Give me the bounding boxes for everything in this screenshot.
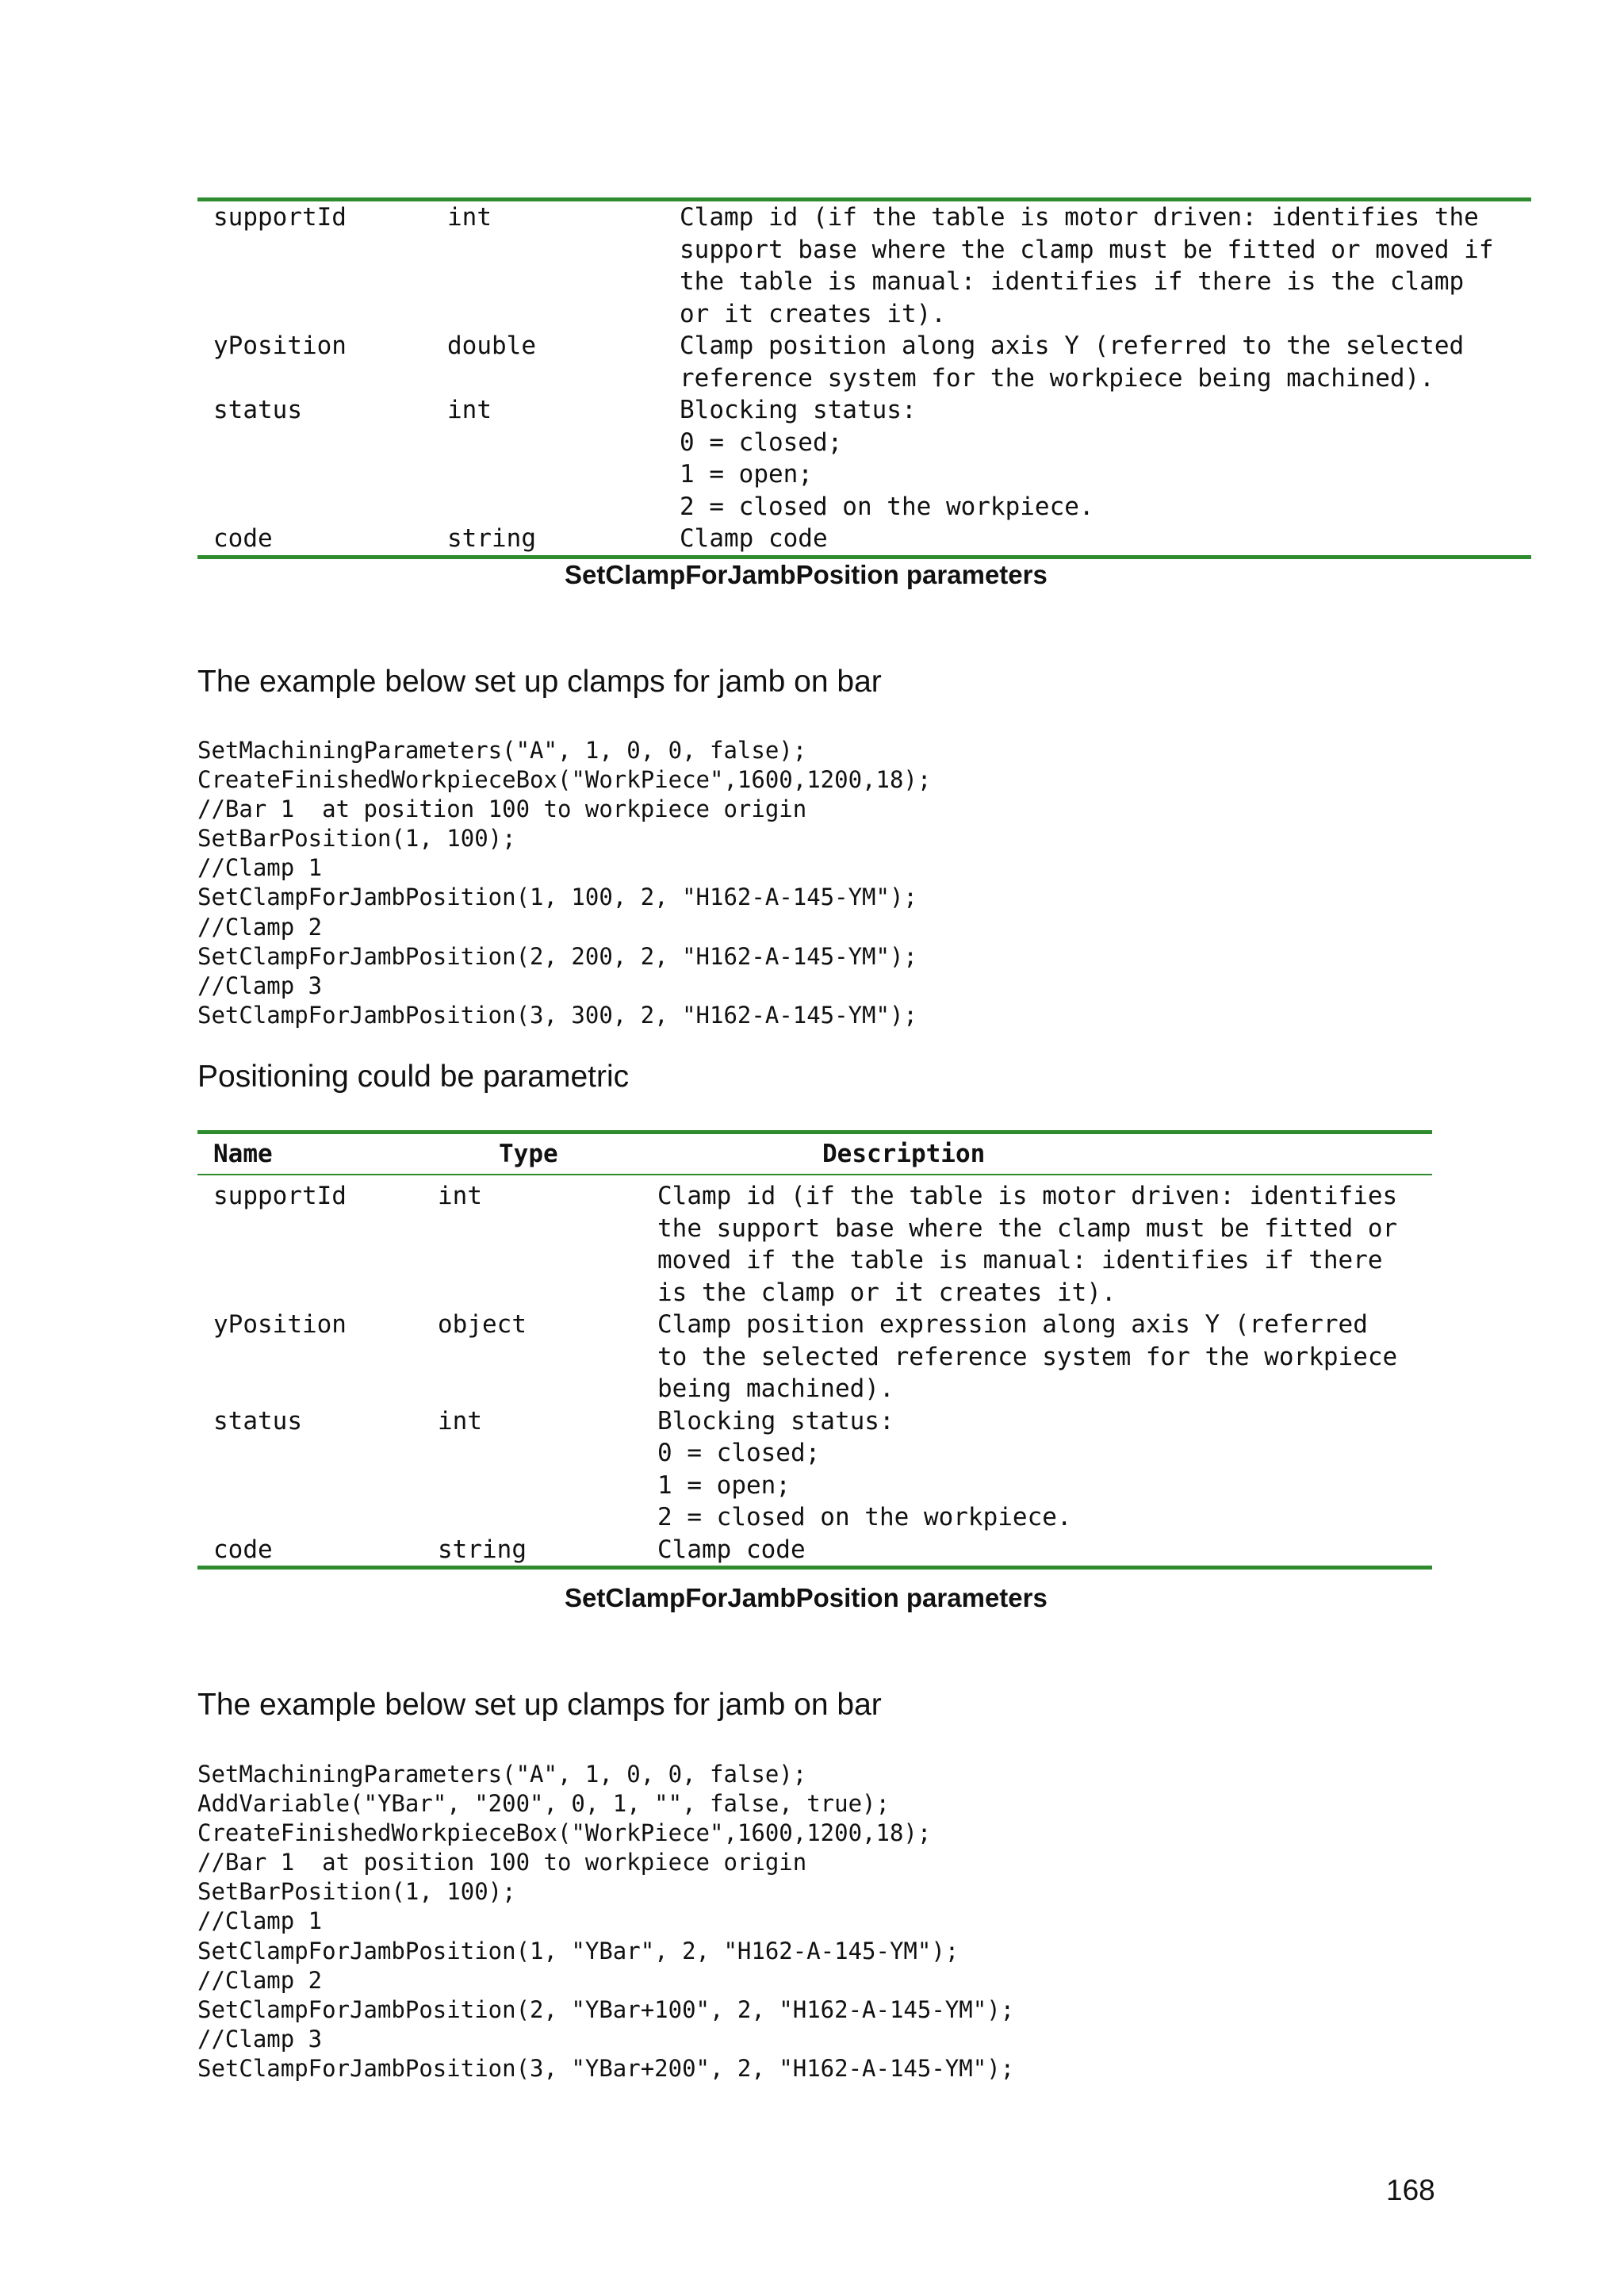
code-line: SetMachiningParameters("A", 1, 0, 0, false); xyxy=(197,1761,807,1788)
param-type: double xyxy=(447,332,536,360)
param-description xyxy=(664,394,1531,523)
description-line: the table is manual: identifies if there is the clamp xyxy=(680,267,1465,296)
description-line: Clamp id (if the table is motor driven: identifies the xyxy=(680,203,1479,232)
code-line: //Bar 1 at position 100 to workpiece origin xyxy=(197,1849,807,1876)
section-heading: Positioning could be parametric xyxy=(197,1060,630,1094)
param-type: int xyxy=(438,1406,482,1435)
description-line: Blocking status: xyxy=(680,396,917,424)
param-type: int xyxy=(447,203,492,232)
param-name: status xyxy=(213,1406,302,1435)
code-line: SetClampForJambPosition(2, "YBar+100", 2, "H162-A-145-YM"); xyxy=(197,1995,1015,2023)
code-example xyxy=(197,1760,1014,2083)
param-name: code xyxy=(213,1535,273,1564)
description-line: to the selected reference system for the workpiece xyxy=(657,1342,1398,1371)
description-line: is the clamp or it creates it). xyxy=(657,1278,1116,1307)
table-row xyxy=(197,523,1531,557)
param-name: code xyxy=(213,524,273,553)
code-line: SetClampForJambPosition(2, 200, 2, "H162-A-145-YM"); xyxy=(197,942,917,970)
code-line: //Clamp 3 xyxy=(197,2025,323,2053)
param-description xyxy=(664,330,1531,394)
description-line: Blocking status: xyxy=(657,1406,894,1435)
section-heading: The example below set up clamps for jamb on bar xyxy=(197,665,882,699)
param-description xyxy=(642,1405,1432,1534)
description-line: or it creates it). xyxy=(680,299,946,328)
code-example xyxy=(197,736,931,1030)
param-type: int xyxy=(438,1182,482,1210)
table-row xyxy=(197,1175,1432,1309)
description-line: support base where the clamp must be fitted or moved if xyxy=(680,235,1494,264)
table-row xyxy=(197,394,1531,523)
param-name: supportId xyxy=(213,1182,347,1210)
table-caption: SetClampForJambPosition parameters xyxy=(565,1583,1048,1612)
table-row xyxy=(197,1405,1432,1534)
description-line: Clamp position expression along axis Y (referred xyxy=(657,1310,1368,1339)
param-name: supportId xyxy=(213,203,347,232)
code-line: //Clamp 3 xyxy=(197,972,323,999)
description-line: 0 = closed; xyxy=(680,427,843,457)
param-description xyxy=(664,523,1531,557)
code-line: //Clamp 2 xyxy=(197,913,323,941)
code-line: //Clamp 1 xyxy=(197,854,323,882)
description-line: Clamp code xyxy=(657,1535,806,1564)
description-line: Clamp id (if the table is motor driven: identifies xyxy=(657,1182,1398,1210)
code-line: //Clamp 1 xyxy=(197,1907,323,1935)
table-row xyxy=(197,1309,1432,1405)
code-line: CreateFinishedWorkpieceBox("WorkPiece",1600,1200,18); xyxy=(197,766,932,794)
table-row xyxy=(197,330,1531,394)
parameters-table-continued xyxy=(197,197,1531,559)
section-heading: The example below set up clamps for jamb on bar xyxy=(197,1688,882,1722)
description-line: 1 = open; xyxy=(680,460,813,489)
description-line: Clamp code xyxy=(680,524,828,553)
param-type: string xyxy=(447,524,536,553)
code-line: //Bar 1 at position 100 to workpiece origin xyxy=(197,795,807,823)
page-number: 168 xyxy=(1386,2174,1435,2206)
code-line: SetMachiningParameters("A", 1, 0, 0, false); xyxy=(197,737,807,764)
param-type: object xyxy=(438,1310,527,1339)
param-name: yPosition xyxy=(213,332,347,360)
column-header-description: Description xyxy=(642,1133,1432,1175)
table-row xyxy=(197,200,1531,331)
description-line: 0 = closed; xyxy=(657,1439,821,1467)
param-description xyxy=(642,1534,1432,1568)
description-line: reference system for the workpiece being machined). xyxy=(680,363,1434,393)
parameters-table xyxy=(197,1130,1432,1570)
param-name: yPosition xyxy=(213,1310,347,1339)
table-header-row xyxy=(197,1133,1432,1175)
description-line: 2 = closed on the workpiece. xyxy=(680,492,1094,521)
description-line: the support base where the clamp must be fitted or xyxy=(657,1213,1398,1243)
code-line: SetBarPosition(1, 100); xyxy=(197,1878,516,1906)
code-line: SetClampForJambPosition(1, 100, 2, "H162-A-145-YM"); xyxy=(197,884,917,911)
param-type: string xyxy=(438,1535,527,1564)
table-caption: SetClampForJambPosition parameters xyxy=(565,560,1048,589)
code-line: SetBarPosition(1, 100); xyxy=(197,825,516,853)
code-line: //Clamp 2 xyxy=(197,1966,323,1994)
description-line: moved if the table is manual: identifies if there xyxy=(657,1246,1383,1274)
code-line: SetClampForJambPosition(1, "YBar", 2, "H162-A-145-YM"); xyxy=(197,1937,959,1964)
column-header-name: Name xyxy=(197,1133,422,1175)
description-line: 2 = closed on the workpiece. xyxy=(657,1503,1072,1531)
table-row xyxy=(197,1534,1432,1568)
column-header-type: Type xyxy=(422,1133,642,1175)
param-description xyxy=(642,1309,1432,1405)
description-line: being machined). xyxy=(657,1374,894,1403)
description-line: Clamp position along axis Y (referred to the selected xyxy=(680,332,1465,360)
param-description xyxy=(664,200,1531,331)
param-type: int xyxy=(447,396,492,424)
code-line: AddVariable("YBar", "200", 0, 1, "", false, true); xyxy=(197,1790,890,1818)
code-line: SetClampForJambPosition(3, 300, 2, "H162-A-145-YM"); xyxy=(197,1001,917,1029)
description-line: 1 = open; xyxy=(657,1470,791,1500)
param-name: status xyxy=(213,396,302,424)
code-line: SetClampForJambPosition(3, "YBar+200", 2, "H162-A-145-YM"); xyxy=(197,2054,1015,2082)
code-line: CreateFinishedWorkpieceBox("WorkPiece",1600,1200,18); xyxy=(197,1819,932,1847)
param-description xyxy=(642,1175,1432,1309)
